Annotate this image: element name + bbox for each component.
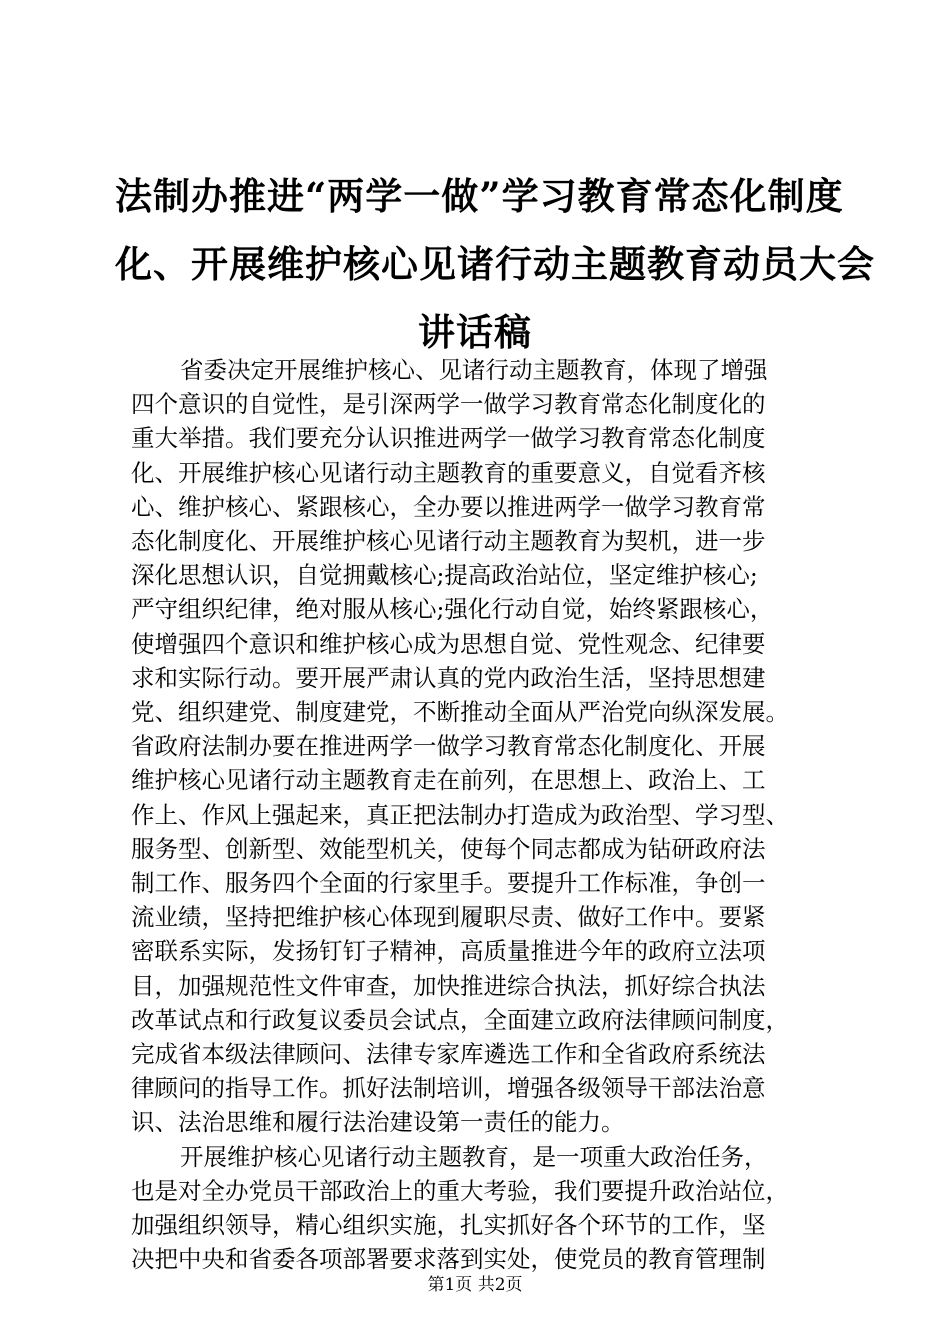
- body-line: 党、组织建党、制度建党，不断推动全面从严治党向纵深发展。: [131, 698, 789, 727]
- body-line: 作上、作风上强起来，真正把法制办打造成为政治型、学习型、: [131, 800, 789, 829]
- body-line: 改革试点和行政复议委员会试点，全面建立政府法律顾问制度，: [131, 1005, 789, 1034]
- body-line: 求和实际行动。要开展严肃认真的党内政治生活，坚持思想建: [131, 663, 766, 692]
- document-body: [131, 353, 851, 1276]
- body-line: 使增强四个意识和维护核心成为思想自觉、党性观念、纪律要: [131, 629, 766, 658]
- document-title: [115, 162, 875, 366]
- body-line: 省政府法制办要在推进两学一做学习教育常态化制度化、开展: [131, 732, 766, 761]
- page-footer: 第1页 共2页: [427, 1275, 523, 1295]
- body-line: 维护核心见诸行动主题教育走在前列，在思想上、政治上、工: [131, 766, 766, 795]
- body-line: 严守组织纪律，绝对服从核心;强化行动自觉，始终紧跟核心，: [131, 595, 774, 624]
- body-line: 服务型、创新型、效能型机关，使每个同志都成为钻研政府法: [131, 834, 766, 863]
- body-line: 制工作、服务四个全面的行家里手。要提升工作标准，争创一: [131, 869, 766, 898]
- body-line: 重大举措。我们要充分认识推进两学一做学习教育常态化制度: [131, 424, 766, 453]
- title-line-1: 法制办推进“两学一做”学习教育常态化制度: [115, 174, 844, 218]
- body-line: 识、法治思维和履行法治建设第一责任的能力。: [131, 1108, 625, 1137]
- body-line: 也是对全办党员干部政治上的重大考验，我们要提升政治站位，: [131, 1176, 789, 1205]
- body-line: 决把中央和省委各项部署要求落到实处，使党员的教育管理制: [131, 1245, 766, 1274]
- body-line: 律顾问的指导工作。抓好法制培训，增强各级领导干部法治意: [131, 1074, 766, 1103]
- body-line: 深化思想认识，自觉拥戴核心;提高政治站位，坚定维护核心;: [131, 561, 758, 590]
- body-line: 化、开展维护核心见诸行动主题教育的重要意义，自觉看齐核: [131, 458, 766, 487]
- body-line: 省委决定开展维护核心、见诸行动主题教育，体现了增强: [180, 356, 768, 384]
- body-line: 态化制度化、开展维护核心见诸行动主题教育为契机，进一步: [131, 527, 766, 556]
- body-line: 加强组织领导，精心组织实施，扎实抓好各个环节的工作，坚: [131, 1211, 766, 1240]
- body-line: 流业绩，坚持把维护核心体现到履职尽责、做好工作中。要紧: [131, 903, 766, 932]
- title-line-3: 讲话稿: [418, 310, 532, 354]
- body-line: 心、维护核心、紧跟核心，全办要以推进两学一做学习教育常: [131, 492, 766, 521]
- body-line: 四个意识的自觉性，是引深两学一做学习教育常态化制度化的: [131, 390, 766, 419]
- body-line: 开展维护核心见诸行动主题教育，是一项重大政治任务，: [180, 1142, 768, 1171]
- body-line: 目，加强规范性文件审查，加快推进综合执法，抓好综合执法: [131, 971, 766, 1000]
- body-line: 密联系实际，发扬钉钉子精神，高质量推进今年的政府立法项: [131, 937, 766, 966]
- body-line: 完成省本级法律顾问、法律专家库遴选工作和全省政府系统法: [131, 1040, 766, 1069]
- title-line-2: 化、开展维护核心见诸行动主题教育动员大会: [115, 242, 875, 286]
